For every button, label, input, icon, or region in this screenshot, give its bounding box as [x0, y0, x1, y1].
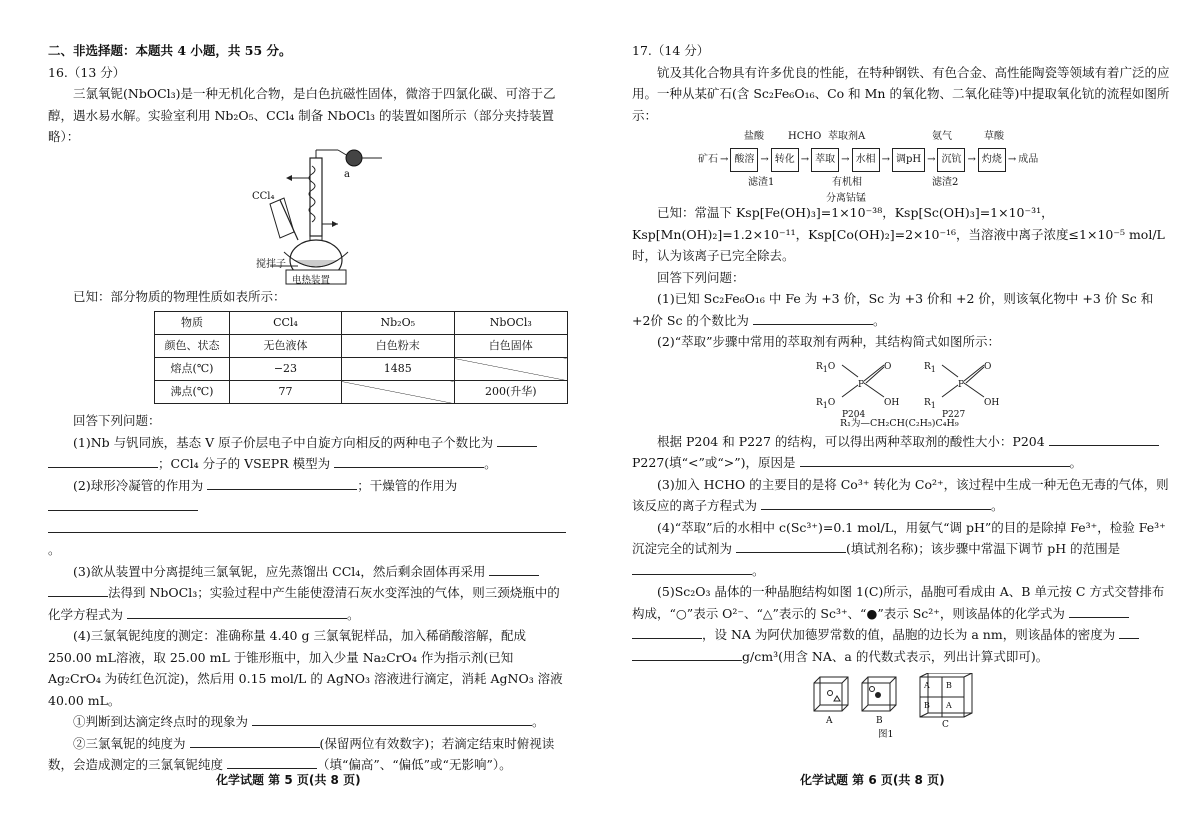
- right-page: [600, 0, 1200, 831]
- q17-5b: ，设 NA 为阿伏加德罗常数的值，晶胞的边长为 a nm，则该晶体的密度为: [702, 627, 1116, 642]
- q17-2: (2)“萃取”步骤中常用的萃取剂有两种，其结构简式如图所示：: [657, 334, 1000, 349]
- flow-step: 萃取: [811, 148, 839, 172]
- label-a: a: [344, 168, 350, 180]
- answer-blank: [48, 518, 566, 533]
- q17-3: (3)加入 HCHO 的主要目的是将 Co³⁺ 转化为 Co²⁺，该过程中生成一种无色无毒的气体，则该反应的离子方程式为: [632, 476, 1169, 513]
- table-header-row: [155, 312, 568, 335]
- flow-end: 成品: [1018, 154, 1039, 165]
- table-cell: 沸点(℃): [155, 381, 230, 404]
- cube-label: B: [876, 716, 883, 726]
- table-cell: 1485: [341, 358, 454, 381]
- table-cell: 77: [230, 381, 342, 404]
- answer-blank: [489, 561, 539, 576]
- reagent-label: 氨气: [932, 131, 952, 142]
- label-p204: P204: [842, 409, 866, 420]
- answer-blank: [800, 452, 1070, 467]
- table-cell: −23: [230, 358, 342, 381]
- label-p227: P227: [942, 409, 966, 420]
- answer-blank: [252, 711, 532, 726]
- q17-1a: (1)已知 Sc₂Fe₆O₁₆ 中 Fe 为 +3 价，Sc 为 +3 价和 +2 价，则该氧化物中 +3 价 Sc 和 +2价 Sc 的个数比为: [632, 291, 1154, 328]
- answer-blank: [190, 733, 320, 748]
- table-row: [155, 358, 568, 381]
- known-text: 已知：部分物质的物理性质如表所示：: [73, 288, 286, 304]
- cube-label: C: [942, 720, 949, 730]
- table-cell-diagonal: [341, 381, 454, 404]
- reagent-label: 盐酸: [744, 131, 764, 142]
- table-row: [155, 381, 568, 404]
- q17-4a: (4)“萃取”后的水相中 c(Sc³⁺)=0.1 mol/L，用氨气“调 pH”的目的是除掉 Fe³⁺，检验 Fe³⁺ 沉淀完全的试剂为: [632, 519, 1166, 556]
- cube-label: A: [826, 716, 833, 726]
- flow-start: 矿石: [698, 154, 718, 165]
- flow-step: 调pH: [892, 148, 925, 172]
- section-title: 二、非选择题：本题共 4 小题，共 55 分。: [48, 43, 292, 58]
- q16-2a: (2)球形冷凝管的作用为: [73, 477, 204, 493]
- byproduct: 有机相: [832, 177, 862, 188]
- answer-blank: [1069, 603, 1129, 618]
- structure-diagram: [632, 353, 1172, 417]
- q16-number: 16.（13 分）: [48, 64, 126, 80]
- table-cell: 熔点(℃): [155, 358, 230, 381]
- flow-step: 水相: [852, 148, 880, 172]
- q17-2b: 根据 P204 和 P227 的结构，可以得出两种萃取剂的酸性大小：P204: [657, 433, 1045, 449]
- answer-prompt: 回答下列问题：: [73, 413, 161, 428]
- q17-5a: (5)Sc₂O₃ 晶体的一种晶胞结构如图 1(C)所示，晶胞可看成由 A、B 单元按 C 方式交替排布构成，“○”表示 O²⁻、“△”表示的 Sc³⁺、“●”表示 Sc²⁺，则该晶体的化学式为: [632, 584, 1165, 621]
- apparatus-figure: [48, 148, 568, 286]
- flow-step: 灼烧: [978, 148, 1006, 172]
- table-cell: 白色固体: [454, 335, 567, 358]
- q16-1b: ；CCl₄ 分子的 VSEPR 模型为: [158, 456, 331, 471]
- answer-blank: [761, 495, 991, 510]
- flow-step: 沉钪: [937, 148, 965, 172]
- answer-blank: [497, 432, 537, 447]
- answer-blank: [334, 453, 484, 468]
- q17-4b: (填试剂名称)；该步骤中常温下调节 pH 的范围是: [846, 541, 1121, 556]
- label-stirrer: 搅拌子: [256, 258, 286, 270]
- page-footer: 化学试题 第 6 页(共 8 页): [800, 773, 945, 787]
- table-cell: 无色液体: [230, 335, 342, 358]
- crystal-figure: A B C A B B A: [632, 667, 1172, 729]
- right-column: 17.（14 分） 钪及其化合物具有许多优良的性能，在特种钢铁、有色合金、高性能陶瓷等领域有着广泛的应用。一种从某矿石(含 Sc₂Fe₆O₁₆、Co 和 Mn 的氧化物、二氧化硅等)中提取氧化钪的流程如图所示： 盐酸 HCHO 萃取剂A 氨气 草酸 矿石 → 酸溶 → 转化 → 萃取 → 水相 → 调pH → 沉钪 → 灼烧 → 成品 滤渣1 有机相 分离钴锰 滤渣2 已知：常温下 Ksp[Fe(OH)₃]=1×10⁻³⁸，Ksp[Sc(OH)₃]=1×10⁻³¹，Ksp[Mn(OH)₂]=1.2×10⁻¹¹，Ksp[Co(OH)₂]=2×10⁻¹⁶，当溶液中离子浓度≤1×10⁻⁵ mol/L 时，认为该离子已完全除去。 回答下列问题： (1)已知 Sc₂Fe₆O₁₆ 中 Fe 为 +3 价，Sc 为 +3 价和 +2 价，则该氧化物中 +3 价 Sc 和 +2价 Sc 的个数比为 。 (2)“萃取”步骤中常用的萃取剂有两种，其结构简式如图所示： $R_1O$ $R_1O$ P O OH $R_1$ $R_1$ P O OH P204 P227 R₁为—CH₂CH(C₂H₅)C₄H₉ 根据 P204 和 P227 的结构，可以得出两种萃取剂的酸性大小：P204 P227(填“<”或“>”)，原因是 。 (3)加入 HCHO 的主要目的是将 Co³⁺ 转化为 Co²⁺，该过程中生成一种无色无毒的气体，则该反应的离子方程式为 。 (4)“萃取”后的水相中 c(Sc³⁺)=0.1 mol/L，用氨气“调 pH”的目的是除掉 Fe³⁺，检验 Fe³⁺ 沉淀完全的试剂为 (填试剂名称)；该步骤中常温下调节 pH 的范围是 。 (5)Sc₂O₃ 晶体的一种晶胞结构如图 1(C)所示，晶胞可看成由 A、B 单元按 C 方式交替排布构成，“○”表示 O²⁻、“△”表示的 Sc³⁺、“●”表示 Sc²⁺，则该晶体的化学式为 ，设 NA 为阿伏加德罗常数的值，晶胞的边长为 a nm，则该晶体的密度为 g/cm³(用含 NA、a 的代数式表示，列出计算式即可)。 A B C A B B A 图1: [632, 40, 1172, 741]
- left-column: 二、非选择题：本题共 4 小题，共 55 分。 16.（13 分） 三氯氧铌(NbOCl₃)是一种无机化合物，是白色抗磁性固体，微溶于四氯化碳、可溶于乙醇，遇水易水解。实验室利用 Nb₂O₅、CCl₄ 制备 NbOCl₃ 的装置如图所示（部分夹持装置略）： a CCl₄ 搅拌子 电热装置 已知：部分物质的物理性质如表所示： 物质 CCl₄ Nb₂O₅ NbOCl₃ 颜色、状态 无色液体 白色粉末 白色固体 熔点(℃) −23 1485 沸点(℃) 77 200(升华) 回答下列问题： (1)Nb 与钒同族，基态 V 原子价层电子中自旋方向相反的两种电子个数比为 ；CCl₄ 分子的 VSEPR 模型为 。 (2)球形冷凝管的作用为 ；干燥管的作用为 。 (3)欲从装置中分离提纯三氯氧铌，应先蒸馏出 CCl₄，然后剩余固体再采用 法得到 NbOCl₃；实验过程中产生能使澄清石灰水变浑浊的气体，则三颈烧瓶中的化学方程式为 。 (4)三氯氧铌纯度的测定：准确称量 4.40 g 三氯氧铌样品，加入稀硝酸溶解，配成 250.00 mL溶液，取 25.00 mL 于锥形瓶中，加入少量 Na₂CrO₄ 作为指示剂(已知 Ag₂CrO₄ 为砖红色沉淀)，然后用 0.15 mol/L 的 AgNO₃ 溶液进行滴定，消耗 AgNO₃ 溶液40.00 mL。 ①判断到达滴定终点时的现象为 。 ②三氯氧铌的纯度为 (保留两位有效数字)；若滴定结束时俯视读数，会造成测定的三氯氧铌纯度 （填“偏高”、“偏低”或“无影响”）。: [48, 40, 568, 776]
- q17-intro: 钪及其化合物具有许多优良的性能，在特种钢铁、有色合金、高性能陶瓷等领域有着广泛的应用。一种从某矿石(含 Sc₂Fe₆O₁₆、Co 和 Mn 的氧化物、二氧化硅等)中提取氧化钪的流程如图所示：: [632, 64, 1170, 123]
- q16-3a: (3)欲从装置中分离提纯三氯氧铌，应先蒸馏出 CCl₄，然后剩余固体再采用: [73, 563, 486, 579]
- q16-1a: (1)Nb 与钒同族，基态 V 原子价层电子中自旋方向相反的两种电子个数比为: [73, 434, 494, 450]
- answer-blank: [632, 624, 702, 639]
- label-heater: 电热装置: [292, 274, 331, 286]
- q17-answer-prompt: 回答下列问题：: [657, 269, 745, 285]
- page-footer: 化学试题 第 5 页(共 8 页): [216, 773, 361, 787]
- answer-blank: [227, 754, 317, 769]
- answer-blank: [207, 475, 357, 490]
- flow-step: 酸溶: [730, 148, 758, 172]
- table-cell: 白色粉末: [341, 335, 454, 358]
- extractant-structures: $R_1O$ $R_1O$ P O OH $R_1$ $R_1$ P O OH P204 P227: [632, 353, 1172, 417]
- answer-blank: [736, 538, 846, 553]
- reagent-label: 萃取剂A: [828, 131, 866, 142]
- table-cell: 颜色、状态: [155, 335, 230, 358]
- table-header: Nb₂O₅: [341, 312, 454, 335]
- q16-3b: 法得到 NbOCl₃；实验过程中产生能使澄清石灰水变浑浊的气体，则三颈烧瓶中的化学方程式为: [48, 585, 560, 622]
- q16-4-2b: (保留两位有效数字)；若滴定结束时俯视读数，会造成测定的三氯氧铌纯度: [48, 735, 555, 772]
- table-row: [155, 335, 568, 358]
- answer-blank: [1049, 431, 1159, 446]
- table-header: 物质: [155, 312, 230, 335]
- flow-chart: [632, 126, 1172, 202]
- q17-known: 已知：常温下 Ksp[Fe(OH)₃]=1×10⁻³⁸，Ksp[Sc(OH)₃]=1×10⁻³¹，Ksp[Mn(OH)₂]=1.2×10⁻¹¹，Ksp[Co(OH)₂]=2×10⁻¹⁶，当溶液中离子浓度≤1×10⁻⁵ mol/L 时，认为该离子已完全除去。: [632, 205, 1165, 263]
- q16-4-2c: （填“偏高”、“偏低”或“无影响”）。: [317, 757, 512, 772]
- label-ccl4: CCl₄: [252, 190, 275, 202]
- q16-intro: 三氯氧铌(NbOCl₃)是一种无机化合物，是白色抗磁性固体，微溶于四氯化碳、可溶于乙醇，遇水易水解。实验室利用 Nb₂O₅、CCl₄ 制备 NbOCl₃ 的装置如图所示（部分夹持装置略）：: [48, 86, 556, 144]
- answer-blank: [127, 604, 347, 619]
- answer-blank: [48, 453, 158, 468]
- q16-4-1: ①判断到达滴定终点时的现象为: [73, 714, 249, 729]
- table-cell-diagonal: [454, 358, 567, 381]
- apparatus-diagram: [48, 148, 568, 286]
- r1-definition: R₁为—CH₂CH(C₂H₅)C₄H₉: [840, 417, 959, 429]
- answer-blank: [632, 646, 742, 661]
- reagent-label: 草酸: [984, 131, 1004, 142]
- byproduct: 滤渣2: [932, 177, 959, 188]
- answer-blank: [632, 560, 752, 575]
- q17-number: 17.（14 分）: [632, 43, 710, 58]
- q16-4: (4)三氯氧铌纯度的测定：准确称量 4.40 g 三氯氧铌样品，加入稀硝酸溶解，配成 250.00 mL溶液，取 25.00 mL 于锥形瓶中，加入少量 Na₂CrO₄ 作为指示剂(已知 Ag₂CrO₄ 为砖红色沉淀)，然后用 0.15 mol/L 的 AgNO₃ 溶液进行滴定，消耗 AgNO₃ 溶液40.00 mL。: [48, 628, 563, 708]
- flow-step: 转化: [771, 148, 799, 172]
- answer-blank: [48, 582, 108, 597]
- byproduct: 分离钴锰: [826, 193, 866, 204]
- crystal-cells: [632, 673, 1172, 723]
- answer-blank: [1119, 624, 1139, 639]
- property-table: [154, 311, 568, 404]
- answer-blank: [753, 310, 873, 325]
- q17-2c: P227(填“<”或“>”)，原因是: [632, 455, 796, 470]
- byproduct: 滤渣1: [748, 177, 775, 188]
- figure-caption: 图1: [878, 729, 894, 740]
- q16-2b: ；干燥管的作用为: [357, 477, 458, 493]
- table-header: CCl₄: [230, 312, 342, 335]
- q16-4-2a: ②三氯氧铌的纯度为: [73, 735, 186, 751]
- flow-main-row: 矿石 → 酸溶 → 转化 → 萃取 → 水相 → 调pH → 沉钪 → 灼烧 → 成品: [698, 148, 1038, 172]
- table-header: NbOCl₃: [454, 312, 567, 335]
- reagent-label: HCHO: [788, 131, 822, 142]
- q17-5c: g/cm³(用含 NA、a 的代数式表示，列出计算式即可)。: [742, 648, 1049, 664]
- table-cell: 200(升华): [454, 381, 567, 404]
- answer-blank: [48, 496, 198, 511]
